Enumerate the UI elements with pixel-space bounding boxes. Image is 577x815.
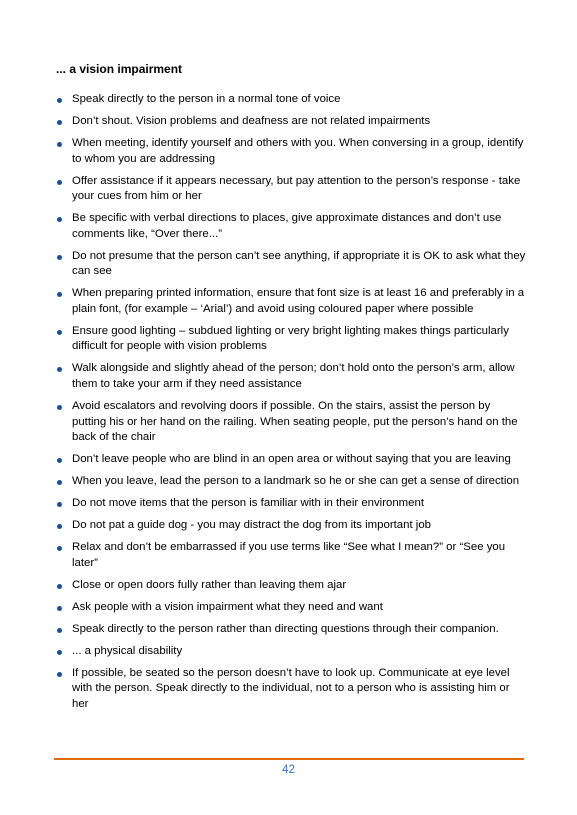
- list-item: [56, 92, 526, 108]
- bullet-icon: [57, 606, 62, 611]
- list-item-text: Speak directly to the person in a normal tone of voice: [72, 93, 341, 105]
- list-item: [56, 286, 526, 317]
- bullet-icon: [57, 546, 62, 551]
- list-item-text: Ask people with a vision impairment what they need and want: [72, 600, 383, 613]
- bullet-icon: [57, 292, 62, 297]
- bullet-icon: [57, 672, 62, 677]
- list-item: [56, 324, 526, 355]
- list-item-text: Relax and don’t be embarrassed if you use terms like “See what I mean?” or “See you later”: [72, 541, 506, 569]
- list-item: [56, 578, 526, 594]
- bullet-icon: [57, 330, 62, 335]
- list-item: [56, 518, 526, 534]
- bullet-icon: [57, 255, 62, 260]
- bullet-icon: [57, 584, 62, 589]
- list-item-text: Close or open doors fully rather than leaving them ajar: [72, 578, 347, 591]
- list-item: [56, 666, 526, 713]
- list-item-text: If possible, be seated so the person doesn’t have to look up. Communicate at eye level with the person. Speak directly to the individual, not to a person who is assisting him or her: [72, 666, 510, 710]
- list-item-text: Do not presume that the person can’t see anything, if appropriate it is OK to ask what they can see: [72, 249, 526, 278]
- list-item: [56, 622, 526, 638]
- bullet-icon: [57, 524, 62, 529]
- list-item-text: Don’t leave people who are blind in an open area or without saying that you are leaving: [72, 453, 511, 466]
- list-item: [56, 474, 526, 490]
- list-item-text: Don’t shout. Vision problems and deafness are not related impairments: [72, 114, 431, 127]
- list-item-text: Do not pat a guide dog - you may distract the dog from its important job: [72, 519, 431, 532]
- bullet-icon: [57, 480, 62, 485]
- list-item-text: Walk alongside and slightly ahead of the person; don’t hold onto the person’s arm, allow them to take your arm if they need assistance: [72, 362, 515, 391]
- bullet-icon: [57, 628, 62, 633]
- list-item-text: When you leave, lead the person to a landmark so he or she can get a sense of direction: [72, 475, 520, 488]
- list-item: [56, 496, 526, 512]
- list-item-text: ... a physical disability: [72, 644, 183, 657]
- list-item: [56, 249, 526, 280]
- list-item-text: Ensure good lighting – subdued lighting or very bright lighting makes things particularly difficult for people with vision problems: [72, 324, 509, 353]
- list-item: [56, 174, 526, 205]
- bullet-list: [56, 92, 526, 719]
- list-item: [56, 644, 526, 660]
- list-item: [56, 211, 526, 242]
- list-item: [56, 540, 526, 571]
- list-item-text: Speak directly to the person rather than directing questions through their companion.: [72, 622, 499, 635]
- list-item-text: When preparing printed information, ensure that font size is at least 16 and preferably in a plain font, (for example – ‘Arial’) and avoid using coloured paper where possible: [72, 287, 525, 315]
- section-heading: ... a vision impairment: [56, 62, 183, 76]
- bullet-icon: [57, 650, 62, 655]
- bullet-icon: [57, 98, 62, 103]
- page-number: 42: [282, 764, 295, 776]
- bullet-icon: [57, 502, 62, 507]
- list-item: [56, 114, 526, 130]
- list-item: [56, 600, 526, 616]
- bullet-icon: [57, 142, 62, 147]
- list-item-text: Do not move items that the person is familiar with in their environment: [72, 497, 424, 510]
- list-item-text: Avoid escalators and revolving doors if possible. On the stairs, assist the person by putting his or her hand on the railing. When seating people, put the person’s hand on the back of the chair: [72, 400, 518, 444]
- bullet-icon: [57, 180, 62, 185]
- footer-divider: [54, 758, 524, 760]
- list-item: [56, 452, 526, 468]
- list-item: [56, 361, 526, 392]
- list-item-text: Be specific with verbal directions to places, give approximate distances and don’t use comments like, “Over there...”: [72, 212, 502, 240]
- list-item-text: When meeting, identify yourself and others with you. When conversing in a group, identify to whom you are addressing: [72, 136, 524, 165]
- bullet-icon: [57, 405, 62, 410]
- bullet-icon: [57, 367, 62, 372]
- list-item-text: Offer assistance if it appears necessary, but pay attention to the person’s response - take your cues from him or her: [72, 174, 521, 203]
- bullet-icon: [57, 458, 62, 463]
- bullet-icon: [57, 120, 62, 125]
- list-item: [56, 136, 526, 167]
- bullet-icon: [57, 217, 62, 222]
- list-item: [56, 399, 526, 446]
